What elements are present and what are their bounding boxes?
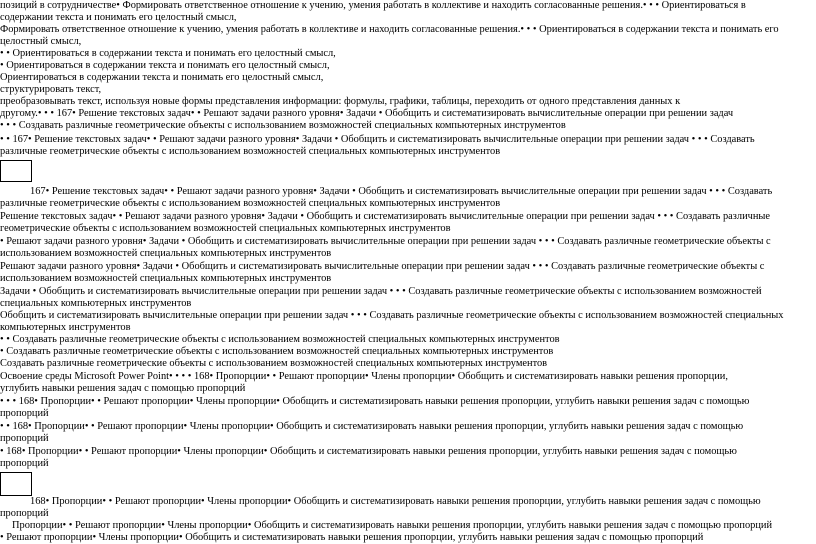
text-line: пропорций: [0, 408, 49, 419]
text-line: углубить навыки решения задач с помощью пропорций: [0, 383, 246, 394]
text-line: • • 167• Решение текстовых задач• • Решают задачи разного уровня• Задачи • Обобщить и систематизировать вычислительные операции при решении задач • • • Создавать: [0, 134, 755, 145]
text-line: • • • Создавать различные геометрические объекты с использованием возможностей специальных компьютерных инструментов: [0, 120, 566, 131]
text-line: Задачи • Обобщить и систематизировать вычислительные операции при решении задач • • • Создавать различные геометрические объекты с использованием возможностей: [0, 286, 762, 297]
text-line: использованием возможностей специальных компьютерных инструментов: [0, 248, 332, 259]
text-line: • 168• Пропорции• • Решают пропорции• Члены пропорции• Обобщить и систематизировать навыки решения пропорции, углубить навыки решения задач с помощью: [0, 446, 737, 457]
text-line: преобразовывать текст, используя новые формы представления информации: формулы, графики, таблицы, переходить от одного представления данных к: [0, 96, 681, 107]
text-line: структурировать текст,: [0, 84, 102, 95]
text-line: Обобщить и систематизировать вычислительные операции при решении задач • • • Создавать различные геометрические объекты с использованием возможностей специальных: [0, 310, 784, 321]
text-line: другому.• • • 167• Решение текстовых задач• • Решают задачи разного уровня• Задачи • Обобщить и систематизировать вычислительные операции при решении задач: [0, 108, 734, 119]
text-line: • • Ориентироваться в содержании текста и понимать его целостный смысл,: [0, 48, 336, 59]
text-line: содержании текста и понимать его целостный смысл,: [0, 12, 237, 23]
text-line: Решение текстовых задач• • Решают задачи разного уровня• Задачи • Обобщить и систематизировать вычислительные операции при решении задач • • • Создавать различные: [0, 211, 771, 222]
text-line: 167• Решение текстовых задач• • Решают задачи разного уровня• Задачи • Обобщить и систематизировать вычислительные операции при решении задач • • • Создавать: [30, 186, 773, 197]
text-line: позиций в сотрудничестве• Формировать ответственное отношение к учению, умения работать в коллективе и находить согласованные решения.• • • Ориентироваться в: [0, 0, 746, 11]
text-line: Пропорции• • Решают пропорции• Члены пропорции• Обобщить и систематизировать навыки решения пропорции, углубить навыки решения задач с помощью пропорций: [12, 520, 773, 531]
text-line: 168• Пропорции• • Решают пропорции• Члены пропорции• Обобщить и систематизировать навыки решения пропорции, углубить навыки решения задач с помощью: [30, 496, 761, 507]
text-line: Решают задачи разного уровня• Задачи • Обобщить и систематизировать вычислительные операции при решении задач • • • Создавать различные геометрические объекты с: [0, 261, 765, 272]
text-line: Формировать ответственное отношение к учению, умения работать в коллективе и находить согласованные решения.• • • Ориентироваться в содержании текста и понимать его: [0, 24, 779, 35]
text-line: целостный смысл,: [0, 36, 82, 47]
text-line: • Ориентироваться в содержании текста и понимать его целостный смысл,: [0, 60, 330, 71]
text-line: • Решают задачи разного уровня• Задачи • Обобщить и систематизировать вычислительные операции при решении задач • • • Создавать различные геометрические объекты с: [0, 236, 771, 247]
text-line: геометрические объекты с использованием возможностей специальных компьютерных инструментов: [0, 223, 451, 234]
text-line: Освоение среды Microsoft Power Point• • • • 168• Пропорции• • Решают пропорции• Члены пропорции• Обобщить и систематизировать навыки решения пропорции,: [0, 371, 728, 382]
text-line: • • Создавать различные геометрические объекты с использованием возможностей специальных компьютерных инструментов: [0, 334, 560, 345]
text-line: • • 168• Пропорции• • Решают пропорции• Члены пропорции• Обобщить и систематизировать навыки решения пропорции, углубить навыки решения задач с помощью: [0, 421, 744, 432]
text-line: использованием возможностей специальных компьютерных инструментов: [0, 273, 332, 284]
text-line: специальных компьютерных инструментов: [0, 298, 192, 309]
text-line: • Создавать различные геометрические объекты с использованием возможностей специальных компьютерных инструментов: [0, 346, 554, 357]
text-line: пропорций: [0, 458, 49, 469]
text-line: • • • 168• Пропорции• • Решают пропорции• Члены пропорции• Обобщить и систематизировать навыки решения пропорции, углубить навыки решения задач с помощью: [0, 396, 750, 407]
text-line: пропорций: [0, 433, 49, 444]
text-line: • Решают пропорции• Члены пропорции• Обобщить и систематизировать навыки решения пропорции, углубить навыки решения задач с помощью пропорций: [0, 532, 704, 543]
empty-table-cell: [0, 472, 32, 496]
text-line: Ориентироваться в содержании текста и понимать его целостный смысл,: [0, 72, 324, 83]
text-line: пропорций: [0, 508, 49, 519]
text-line: различные геометрические объекты с использованием возможностей специальных компьютерных инструментов: [0, 146, 501, 157]
text-line: компьютерных инструментов: [0, 322, 131, 333]
text-line: различные геометрические объекты с использованием возможностей специальных компьютерных инструментов: [0, 198, 501, 209]
text-line: Создавать различные геометрические объекты с использованием возможностей специальных компьютерных инструментов: [0, 358, 548, 369]
empty-table-cell: [0, 160, 32, 182]
